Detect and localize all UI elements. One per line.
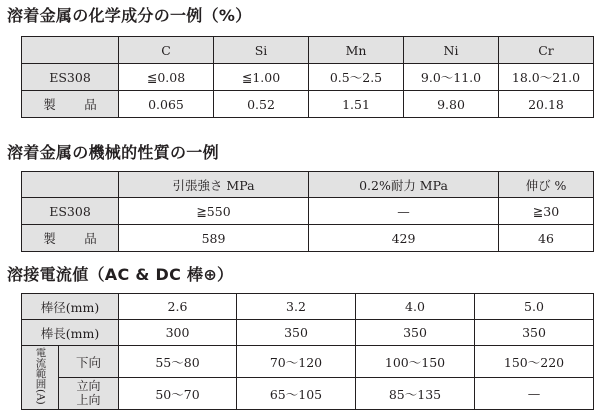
table-cell: 1.51 xyxy=(309,91,404,118)
table-cell: 150～220 xyxy=(475,346,594,378)
table-cell: 300 xyxy=(119,320,237,346)
section2-title: 溶着金属の機械的性質の一例 xyxy=(7,143,219,162)
table-cell: 0.5～2.5 xyxy=(309,64,404,91)
header-cell: Si xyxy=(214,37,309,64)
table-cell: ≧550 xyxy=(119,198,309,225)
table-cell: 3.2 xyxy=(237,294,356,320)
row-label: 棒径(mm) xyxy=(22,294,119,320)
row-label: ES308 xyxy=(22,64,119,91)
current-range-label xyxy=(22,346,59,410)
table-cell: — xyxy=(309,198,499,225)
row-label: 製 品 xyxy=(22,225,119,252)
table-cell: 9.80 xyxy=(404,91,499,118)
row-label: 棒長(mm) xyxy=(22,320,119,346)
header-cell: Ni xyxy=(404,37,499,64)
welding-current-table xyxy=(21,293,594,410)
header-cell: 伸び % xyxy=(499,172,594,198)
header-cell: C xyxy=(119,37,214,64)
row-label: 下向 xyxy=(59,346,119,378)
table-cell: 9.0～11.0 xyxy=(404,64,499,91)
header-cell xyxy=(22,172,119,198)
table-row xyxy=(22,320,594,346)
table-cell: 4.0 xyxy=(356,294,475,320)
mechanical-properties-table xyxy=(21,171,594,252)
header-cell xyxy=(22,37,119,64)
table-cell: ≦0.08 xyxy=(119,64,214,91)
table-cell: ≦1.00 xyxy=(214,64,309,91)
row-label: 製 品 xyxy=(22,91,119,118)
table-row xyxy=(22,198,594,225)
table-cell: 70～120 xyxy=(237,346,356,378)
table-cell: 55～80 xyxy=(119,346,237,378)
table-cell: 0.52 xyxy=(214,91,309,118)
table-cell: 100～150 xyxy=(356,346,475,378)
table-row xyxy=(22,346,594,378)
table-row xyxy=(22,378,594,410)
table-header-row xyxy=(22,172,594,198)
table-row xyxy=(22,225,594,252)
header-cell: 引張強さ MPa xyxy=(119,172,309,198)
table-cell: 50～70 xyxy=(119,378,237,410)
table-cell: 85～135 xyxy=(356,378,475,410)
table-row xyxy=(22,64,594,91)
current-range-text: 電流範囲(A) xyxy=(34,347,47,405)
header-cell: Cr xyxy=(499,37,594,64)
table-row xyxy=(22,294,594,320)
table-cell: 350 xyxy=(475,320,594,346)
table-cell: 18.0～21.0 xyxy=(499,64,594,91)
table-row xyxy=(22,91,594,118)
table-cell: ≧30 xyxy=(499,198,594,225)
section1-title: 溶着金属の化学成分の一例（%） xyxy=(7,6,252,25)
table-cell: — xyxy=(475,378,594,410)
table-cell: 589 xyxy=(119,225,309,252)
table-cell: 350 xyxy=(356,320,475,346)
table-cell: 46 xyxy=(499,225,594,252)
table-cell: 350 xyxy=(237,320,356,346)
table-cell: 5.0 xyxy=(475,294,594,320)
chemical-composition-table xyxy=(21,36,594,118)
table-header-row xyxy=(22,37,594,64)
table-cell: 65～105 xyxy=(237,378,356,410)
row-label: ES308 xyxy=(22,198,119,225)
header-cell: Mn xyxy=(309,37,404,64)
table-cell: 429 xyxy=(309,225,499,252)
table-cell: 2.6 xyxy=(119,294,237,320)
row-label: 立向上向 xyxy=(59,378,119,410)
table-cell: 0.065 xyxy=(119,91,214,118)
section3-title: 溶接電流値（AC & DC 棒⊕） xyxy=(7,265,234,284)
header-cell: 0.2%耐力 MPa xyxy=(309,172,499,198)
table-cell: 20.18 xyxy=(499,91,594,118)
